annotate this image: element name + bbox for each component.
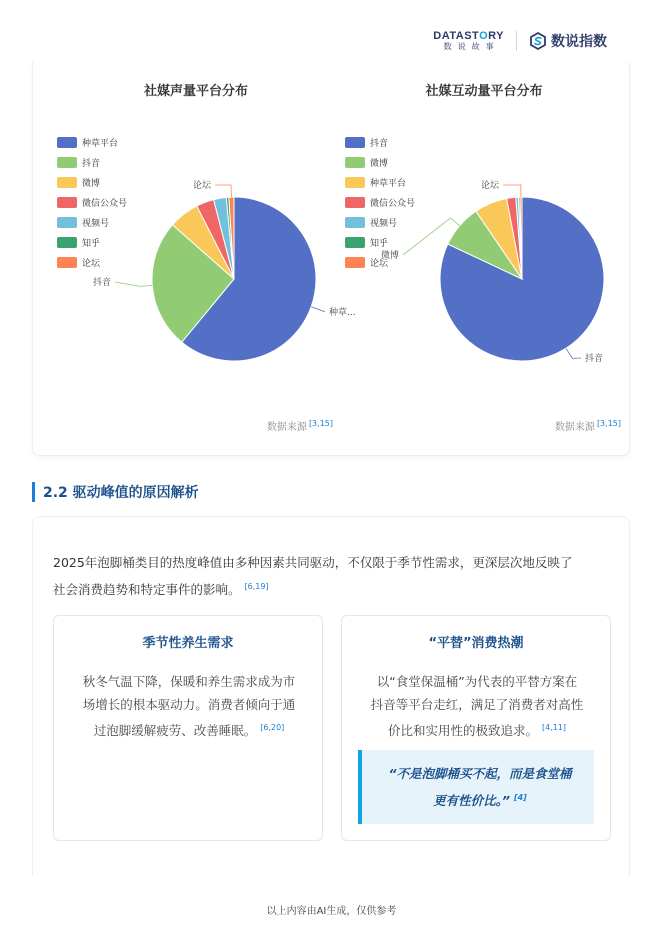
legend-swatch [57, 257, 77, 268]
legend-swatch [345, 217, 365, 228]
citation[interactable]: [4] [513, 793, 527, 802]
legend-swatch [57, 197, 77, 208]
factor-card-dupe [341, 615, 611, 841]
section-title: 2.2 驱动峰值的原因解析 [43, 485, 199, 501]
slice-label: 种草... [329, 308, 356, 318]
legend-label: 知乎 [82, 238, 101, 249]
legend-item[interactable] [57, 132, 127, 152]
legend-item[interactable] [57, 212, 127, 232]
factor-title: “平替”消费热潮 [428, 636, 524, 651]
legend-swatch [345, 177, 365, 188]
legend-swatch [57, 237, 77, 248]
leader-line [503, 185, 521, 197]
legend-item[interactable] [57, 232, 127, 252]
leader-line [115, 282, 152, 286]
legend-label: 微博 [82, 178, 101, 189]
section-heading [32, 482, 199, 502]
legend-label: 微信公众号 [370, 198, 416, 209]
chart-card [32, 62, 630, 456]
leader-line [215, 185, 231, 197]
legend-item[interactable] [345, 152, 415, 172]
legend-item[interactable] [57, 172, 127, 192]
chart-panel-volume [51, 62, 356, 456]
factor-line: 以“食堂保温桶”为代表的平替方案在 [376, 674, 578, 689]
slice-label: 抖音 [92, 278, 111, 288]
logo-text: 数说指数 [551, 34, 607, 50]
section-accent-bar [32, 482, 35, 502]
legend-label: 微信公众号 [82, 198, 128, 209]
legend-swatch [345, 197, 365, 208]
slice-label: 论坛 [480, 181, 499, 191]
legend-swatch [345, 237, 365, 248]
source-ref[interactable]: [3,15] [596, 418, 621, 428]
quote-box [358, 750, 594, 824]
source-label: 数据来源 [554, 422, 595, 433]
legend-swatch [345, 257, 365, 268]
data-source [555, 418, 621, 433]
intro-paragraph [53, 551, 613, 602]
legend-label: 种草平台 [82, 138, 119, 149]
leader-line [566, 348, 581, 358]
leader-line [311, 307, 325, 312]
chart-legend [345, 132, 415, 272]
chart-title: 社媒声量平台分布 [143, 84, 248, 99]
legend-item[interactable] [345, 212, 415, 232]
intro-line: 社会消费趋势和特定事件的影响。 [53, 582, 241, 598]
slice-label: 论坛 [192, 181, 211, 191]
legend-item[interactable] [57, 152, 127, 172]
factor-line: 秋冬气温下降，保暖和养生需求成为市 [82, 674, 296, 689]
brand-accent-letter: O [479, 30, 489, 42]
legend-item[interactable] [345, 132, 415, 152]
legend-label: 种草平台 [370, 178, 407, 189]
legend-item[interactable] [345, 192, 415, 212]
legend-label: 论坛 [82, 258, 101, 269]
legend-swatch [57, 177, 77, 188]
intro-line: 2025年泡脚桶类目的热度峰值由多种因素共同驱动，不仅限于季节性需求，更深层次地反映了 [53, 555, 573, 570]
legend-label: 抖音 [82, 158, 101, 169]
legend-item[interactable] [345, 232, 415, 252]
legend-label: 知乎 [370, 238, 389, 249]
chart-panel-interaction [339, 62, 629, 456]
legend-item[interactable] [57, 192, 127, 212]
brand-en: DATASTORY [433, 30, 504, 42]
citation[interactable]: [6,20] [260, 723, 285, 732]
legend-label: 视频号 [82, 218, 110, 229]
factor-line: 过泡脚缓解疲劳、改善睡眠。 [93, 723, 257, 739]
slice-label: 微博 [380, 251, 399, 261]
datastory-logo [433, 30, 504, 52]
legend-label: 论坛 [370, 258, 389, 269]
legend-swatch [345, 157, 365, 168]
legend-label: 微博 [370, 158, 389, 169]
quote-line: 更有性价比。” [433, 793, 510, 809]
citation[interactable]: [4,11] [541, 723, 567, 732]
legend-swatch [345, 137, 365, 148]
header-divider [516, 31, 517, 51]
legend-item[interactable] [345, 252, 415, 272]
shushuo-logo [529, 31, 607, 51]
factor-text [358, 670, 596, 742]
legend-swatch [57, 137, 77, 148]
legend-label: 抖音 [370, 138, 389, 149]
legend-item[interactable] [345, 172, 415, 192]
analysis-card [32, 516, 630, 876]
hexagon-s-icon [529, 32, 547, 50]
chart-legend [57, 132, 127, 272]
quote-text [372, 762, 588, 813]
source-label: 数据来源 [266, 422, 307, 433]
slice-label: 抖音 [585, 354, 604, 364]
legend-swatch [57, 157, 77, 168]
legend-label: 视频号 [370, 218, 398, 229]
factor-title: 季节性养生需求 [142, 636, 234, 651]
data-source [267, 418, 333, 433]
chart-title: 社媒互动量平台分布 [425, 84, 543, 99]
factor-card-seasonal [53, 615, 323, 841]
factor-text [70, 670, 308, 742]
factor-line: 场增长的根本驱动力。消费者倾向于通 [82, 697, 296, 712]
footer-disclaimer: 以上内容由AI生成，仅供参考 [266, 906, 397, 917]
header [433, 28, 607, 54]
factor-line: 抖音等平台走红，满足了消费者对高性 [370, 697, 584, 712]
legend-swatch [57, 217, 77, 228]
citation[interactable]: [6,19] [244, 582, 269, 591]
quote-line: “不是泡脚桶买不起，而是食堂桶 [388, 766, 572, 781]
source-ref[interactable]: [3,15] [308, 418, 333, 428]
legend-item[interactable] [57, 252, 127, 272]
brand-cn: 数说故事 [443, 42, 500, 51]
factor-line: 价比和实用性的极致追求。 [387, 723, 538, 739]
